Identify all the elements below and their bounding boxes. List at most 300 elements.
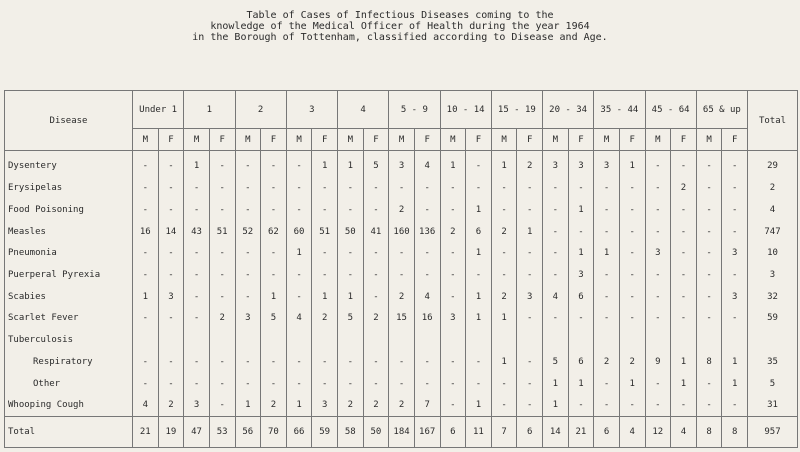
count-cell: -	[235, 351, 261, 373]
count-cell	[619, 329, 645, 351]
count-cell	[696, 329, 722, 351]
count-cell	[722, 329, 748, 351]
sex-subheader-cell: M	[645, 129, 671, 151]
count-cell: -	[619, 221, 645, 243]
age-group-header: 10 - 14	[440, 91, 491, 129]
total-count-cell: 184	[389, 417, 415, 448]
sex-subheader-cell: M	[286, 129, 312, 151]
count-cell: -	[594, 286, 620, 308]
count-cell: -	[235, 177, 261, 199]
count-cell: -	[209, 242, 235, 264]
count-cell: -	[158, 199, 184, 221]
count-cell: -	[414, 242, 440, 264]
count-cell: -	[389, 242, 415, 264]
sex-subheader-cell: F	[517, 129, 543, 151]
count-cell: 2	[389, 286, 415, 308]
total-count-cell: 11	[466, 417, 492, 448]
count-cell: -	[133, 264, 159, 286]
count-cell: 3	[312, 394, 338, 416]
total-count-cell: 167	[414, 417, 440, 448]
total-count-cell: 59	[312, 417, 338, 448]
count-cell: -	[286, 351, 312, 373]
count-cell: 1	[338, 286, 364, 308]
totals-row	[5, 417, 798, 448]
count-cell: 4	[414, 151, 440, 178]
count-cell: 2	[363, 394, 389, 416]
count-cell: 41	[363, 221, 389, 243]
count-cell: -	[619, 286, 645, 308]
count-cell: -	[312, 199, 338, 221]
count-cell: -	[133, 242, 159, 264]
count-cell	[517, 329, 543, 351]
count-cell: 2	[594, 351, 620, 373]
total-count-cell: 53	[209, 417, 235, 448]
count-cell: -	[568, 308, 594, 330]
count-cell: -	[619, 177, 645, 199]
count-cell: -	[517, 373, 543, 395]
count-cell: 3	[158, 286, 184, 308]
count-cell: -	[158, 308, 184, 330]
count-cell: -	[312, 373, 338, 395]
count-cell: -	[594, 177, 620, 199]
count-cell: -	[722, 177, 748, 199]
count-cell: -	[645, 394, 671, 416]
count-cell: -	[184, 177, 210, 199]
count-cell: -	[184, 373, 210, 395]
count-cell: -	[645, 286, 671, 308]
count-cell: -	[645, 264, 671, 286]
count-cell: -	[722, 394, 748, 416]
count-cell: -	[338, 373, 364, 395]
title-line-1: Table of Cases of Infectious Diseases coming to the	[246, 10, 554, 21]
count-cell: -	[286, 199, 312, 221]
count-cell: 2	[363, 308, 389, 330]
count-cell: -	[645, 221, 671, 243]
count-cell: -	[466, 373, 492, 395]
count-cell: -	[696, 264, 722, 286]
count-cell: 3	[440, 308, 466, 330]
count-cell: -	[594, 199, 620, 221]
age-group-header: Under 1	[133, 91, 184, 129]
count-cell: -	[209, 394, 235, 416]
count-cell: 1	[594, 242, 620, 264]
count-cell: -	[209, 151, 235, 178]
row-total-cell: 31	[748, 394, 798, 416]
table-row	[5, 177, 798, 199]
disease-name-cell: Scabies	[5, 286, 133, 308]
count-cell: -	[440, 286, 466, 308]
disease-name-cell: Other	[5, 373, 133, 395]
count-cell: 6	[466, 221, 492, 243]
count-cell: 4	[286, 308, 312, 330]
count-cell: -	[389, 264, 415, 286]
table-row	[5, 151, 798, 178]
count-cell: 14	[158, 221, 184, 243]
count-cell	[440, 329, 466, 351]
count-cell: 1	[286, 394, 312, 416]
count-cell: 1	[619, 373, 645, 395]
disease-name-cell: Pneumonia	[5, 242, 133, 264]
count-cell: 3	[594, 151, 620, 178]
count-cell: -	[158, 351, 184, 373]
count-cell: -	[184, 264, 210, 286]
count-cell: -	[466, 177, 492, 199]
count-cell: -	[209, 264, 235, 286]
disease-name-cell: Scarlet Fever	[5, 308, 133, 330]
count-cell: -	[286, 373, 312, 395]
count-cell: 1	[491, 351, 517, 373]
count-cell: -	[133, 151, 159, 178]
count-cell: -	[389, 351, 415, 373]
total-count-cell: 50	[363, 417, 389, 448]
age-group-header: 45 - 64	[645, 91, 696, 129]
infectious-diseases-table	[4, 90, 798, 448]
total-count-cell: 56	[235, 417, 261, 448]
sex-subheader-cell: F	[363, 129, 389, 151]
row-total-cell: 747	[748, 221, 798, 243]
count-cell: 2	[671, 177, 697, 199]
count-cell: 1	[491, 151, 517, 178]
total-count-cell: 4	[671, 417, 697, 448]
count-cell: 3	[645, 242, 671, 264]
count-cell: 1	[286, 242, 312, 264]
count-cell: -	[696, 177, 722, 199]
count-cell: 1	[517, 221, 543, 243]
count-cell: 5	[543, 351, 569, 373]
count-cell: -	[261, 373, 287, 395]
count-cell: 2	[389, 394, 415, 416]
count-cell: 1	[671, 351, 697, 373]
sex-subheader-cell: M	[184, 129, 210, 151]
count-cell: -	[312, 351, 338, 373]
count-cell: -	[133, 308, 159, 330]
count-cell: 4	[543, 286, 569, 308]
count-cell: -	[671, 242, 697, 264]
count-cell: -	[363, 177, 389, 199]
count-cell: -	[671, 308, 697, 330]
count-cell: -	[363, 242, 389, 264]
table-row	[5, 199, 798, 221]
count-cell: 8	[696, 351, 722, 373]
count-cell: -	[568, 177, 594, 199]
count-cell: -	[568, 394, 594, 416]
count-cell	[389, 329, 415, 351]
count-cell: 1	[440, 151, 466, 178]
count-cell: 4	[133, 394, 159, 416]
sex-subheader-cell: F	[722, 129, 748, 151]
count-cell: -	[517, 308, 543, 330]
age-group-header: 1	[184, 91, 235, 129]
count-cell	[312, 329, 338, 351]
count-cell: -	[645, 199, 671, 221]
count-cell: -	[363, 199, 389, 221]
count-cell: -	[414, 373, 440, 395]
count-cell: -	[286, 286, 312, 308]
count-cell: -	[671, 221, 697, 243]
sex-subheader-cell: F	[158, 129, 184, 151]
table-row	[5, 308, 798, 330]
sex-subheader-cell: M	[543, 129, 569, 151]
count-cell	[491, 329, 517, 351]
count-cell: -	[389, 177, 415, 199]
count-cell: 3	[722, 242, 748, 264]
count-cell: 136	[414, 221, 440, 243]
count-cell: 1	[619, 151, 645, 178]
count-cell: 1	[491, 308, 517, 330]
total-count-cell: 47	[184, 417, 210, 448]
count-cell: 5	[261, 308, 287, 330]
sex-subheader-cell: F	[671, 129, 697, 151]
count-cell: -	[414, 264, 440, 286]
count-cell: 2	[389, 199, 415, 221]
sex-subheader-cell: F	[619, 129, 645, 151]
count-cell: -	[363, 286, 389, 308]
count-cell: 2	[312, 308, 338, 330]
count-cell: 9	[645, 351, 671, 373]
disease-name-cell: Respiratory	[5, 351, 133, 373]
count-cell: -	[261, 264, 287, 286]
count-cell: 2	[440, 221, 466, 243]
count-cell: -	[414, 177, 440, 199]
total-count-cell: 8	[722, 417, 748, 448]
count-cell: 43	[184, 221, 210, 243]
count-cell: -	[671, 264, 697, 286]
count-cell	[184, 329, 210, 351]
count-cell: -	[491, 177, 517, 199]
count-cell: 60	[286, 221, 312, 243]
count-cell: 1	[466, 286, 492, 308]
count-cell: 3	[389, 151, 415, 178]
count-cell: 51	[312, 221, 338, 243]
count-cell: -	[619, 308, 645, 330]
count-cell: -	[158, 151, 184, 178]
count-cell: -	[491, 264, 517, 286]
total-count-cell: 19	[158, 417, 184, 448]
count-cell: 3	[517, 286, 543, 308]
count-cell: -	[491, 394, 517, 416]
total-count-cell: 21	[568, 417, 594, 448]
count-cell: -	[235, 199, 261, 221]
count-cell: 1	[568, 373, 594, 395]
count-cell: -	[543, 177, 569, 199]
disease-name-cell: Tuberculosis	[5, 329, 133, 351]
count-cell: -	[312, 177, 338, 199]
count-cell: -	[491, 242, 517, 264]
count-cell: -	[133, 351, 159, 373]
sex-subheader-cell: M	[133, 129, 159, 151]
count-cell: -	[440, 351, 466, 373]
count-cell	[363, 329, 389, 351]
count-cell: 1	[235, 394, 261, 416]
count-cell: -	[261, 177, 287, 199]
age-group-header: 4	[338, 91, 389, 129]
disease-name-cell: Measles	[5, 221, 133, 243]
table-body	[5, 151, 798, 448]
count-cell: -	[696, 242, 722, 264]
count-cell: -	[209, 177, 235, 199]
count-cell: 1	[466, 199, 492, 221]
count-cell: 1	[543, 373, 569, 395]
row-total-cell: 32	[748, 286, 798, 308]
age-group-header: 65 & up	[696, 91, 747, 129]
count-cell: -	[645, 373, 671, 395]
count-cell: -	[440, 373, 466, 395]
sex-subheader-cell: F	[261, 129, 287, 151]
sex-subheader-cell: M	[235, 129, 261, 151]
count-cell: -	[363, 351, 389, 373]
count-cell: 6	[568, 351, 594, 373]
sex-subheader-cell: F	[568, 129, 594, 151]
count-cell: -	[261, 242, 287, 264]
count-cell: -	[338, 264, 364, 286]
count-cell: -	[619, 264, 645, 286]
count-cell: -	[235, 286, 261, 308]
count-cell: -	[440, 264, 466, 286]
count-cell: -	[696, 308, 722, 330]
disease-name-cell: Whooping Cough	[5, 394, 133, 416]
count-cell: -	[568, 221, 594, 243]
count-cell: -	[338, 242, 364, 264]
count-cell: -	[338, 177, 364, 199]
count-cell: 3	[722, 286, 748, 308]
age-group-header: 20 - 34	[543, 91, 594, 129]
count-cell: -	[440, 177, 466, 199]
count-cell: 1	[722, 373, 748, 395]
count-cell: -	[671, 151, 697, 178]
count-cell: -	[414, 351, 440, 373]
count-cell: -	[696, 394, 722, 416]
count-cell: -	[594, 221, 620, 243]
row-total-cell: 5	[748, 373, 798, 395]
count-cell: 1	[466, 242, 492, 264]
count-cell	[594, 329, 620, 351]
count-cell: -	[414, 199, 440, 221]
count-cell: 1	[671, 373, 697, 395]
count-cell: 3	[543, 151, 569, 178]
count-cell	[158, 329, 184, 351]
count-cell: -	[619, 394, 645, 416]
sex-subheader-cell: F	[466, 129, 492, 151]
count-cell: -	[466, 264, 492, 286]
count-cell: 2	[491, 221, 517, 243]
count-cell: -	[440, 242, 466, 264]
count-cell: 3	[568, 151, 594, 178]
count-cell	[338, 329, 364, 351]
count-cell: -	[722, 264, 748, 286]
count-cell: -	[440, 199, 466, 221]
count-cell: 1	[338, 151, 364, 178]
row-total-cell: 3	[748, 264, 798, 286]
sex-subheader-cell: M	[440, 129, 466, 151]
count-cell	[209, 329, 235, 351]
count-cell: -	[543, 242, 569, 264]
count-cell: -	[158, 264, 184, 286]
title-line-3: in the Borough of Tottenham, classified according to Disease and Age.	[192, 32, 608, 43]
count-cell: 1	[133, 286, 159, 308]
count-cell: 4	[414, 286, 440, 308]
count-cell	[133, 329, 159, 351]
count-cell	[261, 329, 287, 351]
count-cell: -	[363, 264, 389, 286]
count-cell: -	[133, 373, 159, 395]
count-cell: -	[722, 308, 748, 330]
count-cell: 5	[338, 308, 364, 330]
count-cell: -	[696, 221, 722, 243]
age-group-header: 5 - 9	[389, 91, 440, 129]
sex-subheader-cell: F	[312, 129, 338, 151]
count-cell: -	[338, 199, 364, 221]
grand-total-cell: 957	[748, 417, 798, 448]
row-total-cell: 29	[748, 151, 798, 178]
count-cell: -	[543, 221, 569, 243]
count-cell: -	[235, 264, 261, 286]
count-cell: 1	[261, 286, 287, 308]
age-group-header: 15 - 19	[491, 91, 542, 129]
table-row	[5, 394, 798, 416]
count-cell: -	[184, 351, 210, 373]
title-line-2: knowledge of the Medical Officer of Health during the year 1964	[210, 21, 590, 32]
count-cell: -	[209, 199, 235, 221]
count-cell: 6	[568, 286, 594, 308]
count-cell: 16	[133, 221, 159, 243]
sex-subheader-cell: M	[594, 129, 620, 151]
row-total-cell	[748, 329, 798, 351]
count-cell: 2	[209, 308, 235, 330]
sex-subheader-cell: F	[209, 129, 235, 151]
disease-name-cell: Erysipelas	[5, 177, 133, 199]
count-cell	[543, 329, 569, 351]
count-cell: -	[363, 373, 389, 395]
count-cell: -	[594, 394, 620, 416]
count-cell: 15	[389, 308, 415, 330]
count-cell	[568, 329, 594, 351]
count-cell: 2	[491, 286, 517, 308]
total-count-cell: 8	[696, 417, 722, 448]
count-cell: 2	[261, 394, 287, 416]
count-cell: -	[696, 373, 722, 395]
count-cell: -	[543, 264, 569, 286]
count-cell: -	[133, 199, 159, 221]
sex-subheader-cell: M	[389, 129, 415, 151]
disease-column-header: Disease	[5, 91, 133, 151]
count-cell: -	[517, 394, 543, 416]
count-cell: -	[517, 264, 543, 286]
count-cell: -	[645, 177, 671, 199]
count-cell	[235, 329, 261, 351]
total-count-cell: 6	[440, 417, 466, 448]
table-row	[5, 286, 798, 308]
age-group-header-row	[5, 91, 798, 129]
count-cell: -	[619, 242, 645, 264]
count-cell: 62	[261, 221, 287, 243]
count-cell: -	[133, 177, 159, 199]
totals-label-cell: Total	[5, 417, 133, 448]
total-count-cell: 66	[286, 417, 312, 448]
disease-name-cell: Food Poisoning	[5, 199, 133, 221]
count-cell: 1	[568, 242, 594, 264]
count-cell: 52	[235, 221, 261, 243]
count-cell: -	[696, 199, 722, 221]
count-cell: 3	[568, 264, 594, 286]
count-cell: -	[517, 177, 543, 199]
count-cell: -	[517, 242, 543, 264]
row-total-cell: 2	[748, 177, 798, 199]
disease-name-cell: Puerperal Pyrexia	[5, 264, 133, 286]
count-cell: 2	[338, 394, 364, 416]
count-cell: -	[158, 373, 184, 395]
count-cell: -	[389, 373, 415, 395]
total-count-cell: 21	[133, 417, 159, 448]
